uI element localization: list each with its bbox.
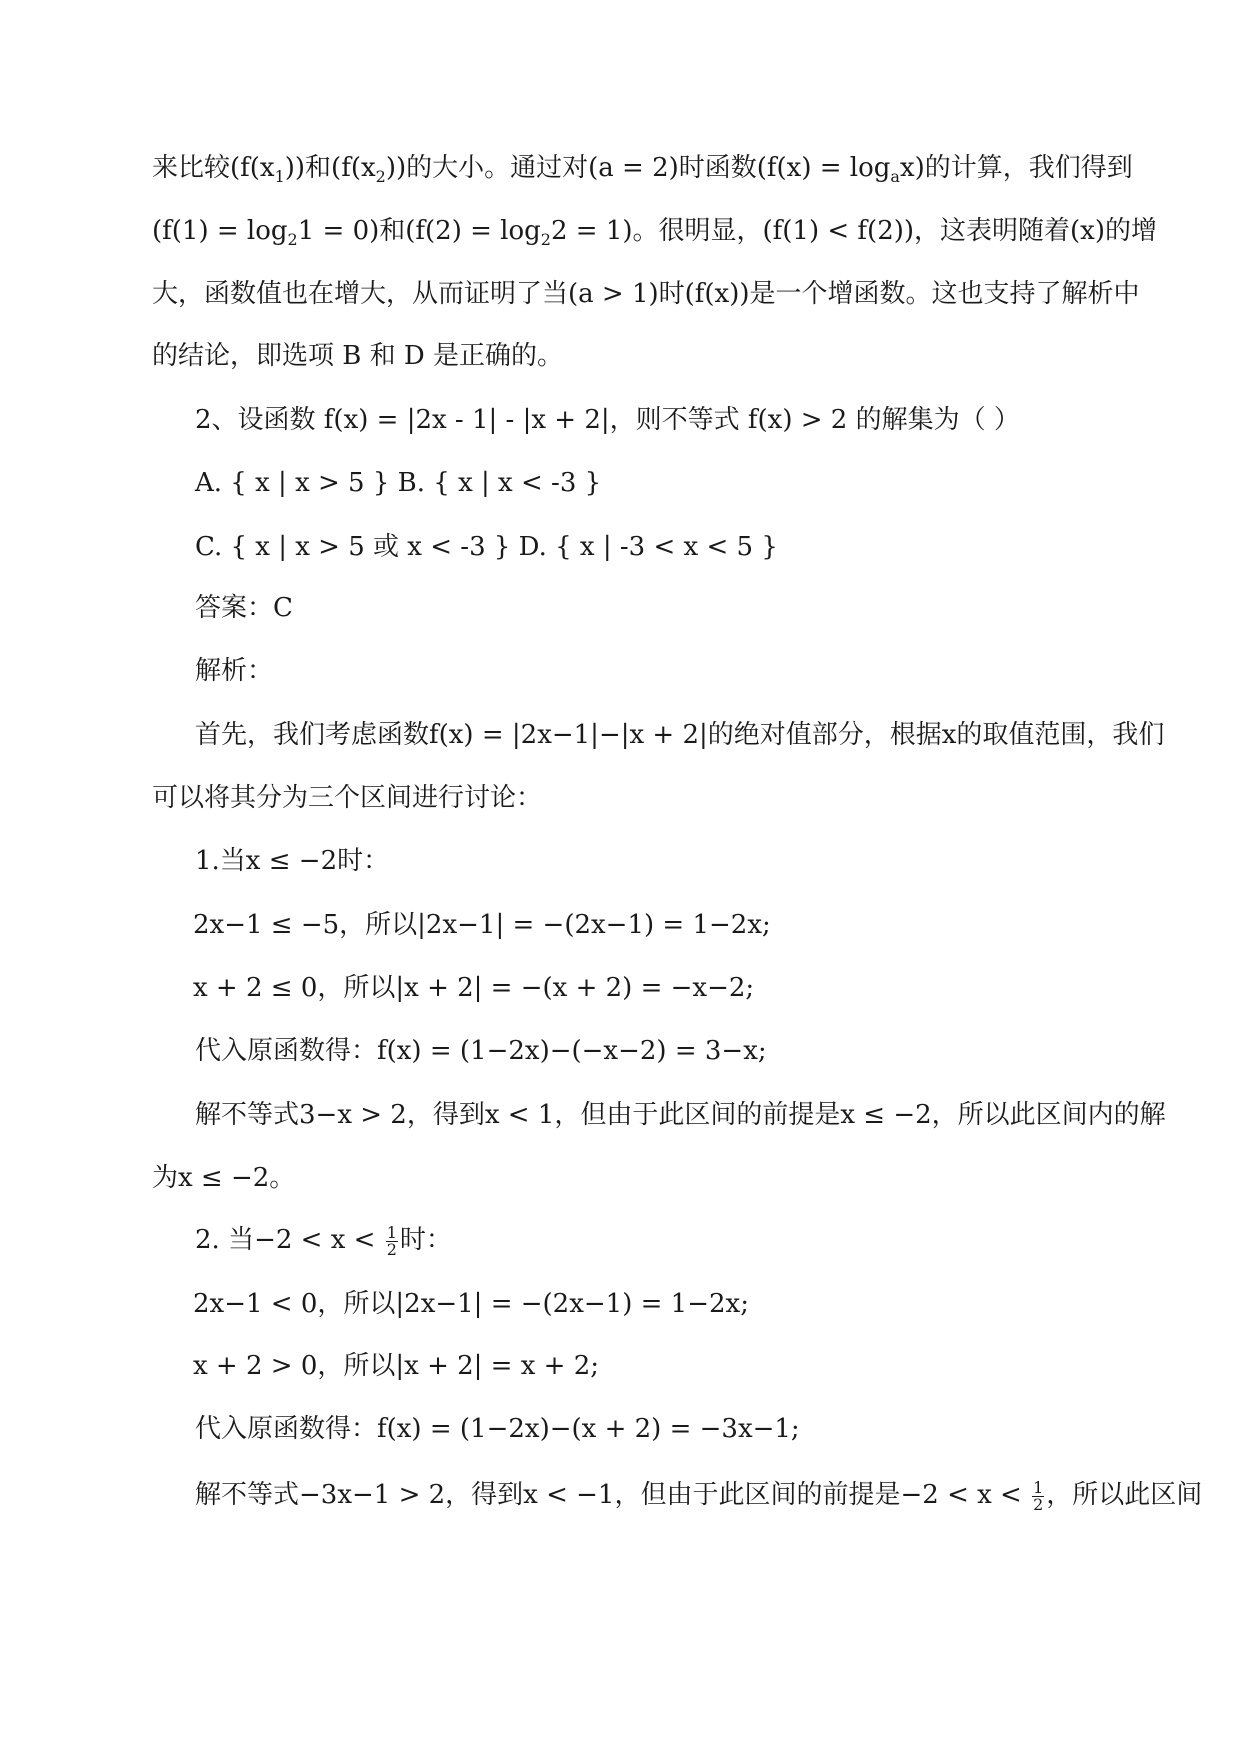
math-line: 2x−1 ≤ −5，所以|2x−1| = −(2x−1) = 1−2x;: [193, 910, 771, 940]
paragraph-line: 解不等式−3x−1 > 2，得到x < −1，但由于此区间的前提是−2 < x < $\frac{1}{2}$ ，所以此区间: [195, 1477, 1203, 1514]
case-heading: 2. 当−2 < x < $\frac{1}{2}$ 时：: [195, 1222, 452, 1259]
math-line: 2x−1 < 0，所以|2x−1| = −(2x−1) = 1−2x;: [193, 1289, 749, 1319]
paragraph-line: 大，函数值也在增大，从而证明了当(a > 1)时(f(x))是一个增函数。这也支持了解析中: [152, 279, 1140, 309]
answer-line: 答案：C: [195, 593, 293, 623]
math-line: x + 2 > 0，所以|x + 2| = x + 2;: [193, 1351, 600, 1381]
paragraph-line: 来比较$(f(x_1))$和$(f(x_2))$的大小。通过对(a = 2)时函数$(f(x) = \log_ax)$的计算，我们得到: [152, 153, 1133, 186]
paragraph-line: 的结论，即选项 B 和 D 是正确的。: [152, 341, 564, 371]
math-line: 代入原函数得：f(x) = (1−2x)−(x + 2) = −3x−1;: [195, 1414, 800, 1444]
paragraph-line: $(f(1) = \log_21 = 0)$和$(f(2) = \log_22 = 1)$。很明显，(f(1) < f(2))，这表明随着(x)的增: [152, 216, 1157, 249]
case-heading: 1.当x ≤ −2时：: [195, 846, 390, 876]
paragraph-line: 为x ≤ −2。: [152, 1163, 296, 1193]
analysis-heading: 解析：: [195, 656, 274, 686]
math-line: x + 2 ≤ 0，所以|x + 2| = −(x + 2) = −x−2;: [193, 973, 755, 1003]
option-line: C. { x | x > 5 或 x < -3 } D. { x | -3 < x < 5 }: [195, 532, 778, 562]
paragraph-line: 解不等式3−x > 2，得到x < 1，但由于此区间的前提是x ≤ −2，所以此区间内的解: [195, 1100, 1166, 1130]
paragraph-line: 可以将其分为三个区间进行讨论：: [152, 783, 543, 813]
question-line: 2、设函数 f(x) = |2x - 1| - |x + 2|，则不等式 f(x) > 2 的解集为（ ）: [195, 405, 1020, 435]
math-line: 代入原函数得：f(x) = (1−2x)−(−x−2) = 3−x;: [195, 1036, 767, 1066]
paragraph-line: 首先，我们考虑函数f(x) = |2x−1|−|x + 2|的绝对值部分，根据x的取值范围，我们: [195, 720, 1165, 750]
option-line: A. { x | x > 5 } B. { x | x < -3 }: [195, 468, 602, 498]
